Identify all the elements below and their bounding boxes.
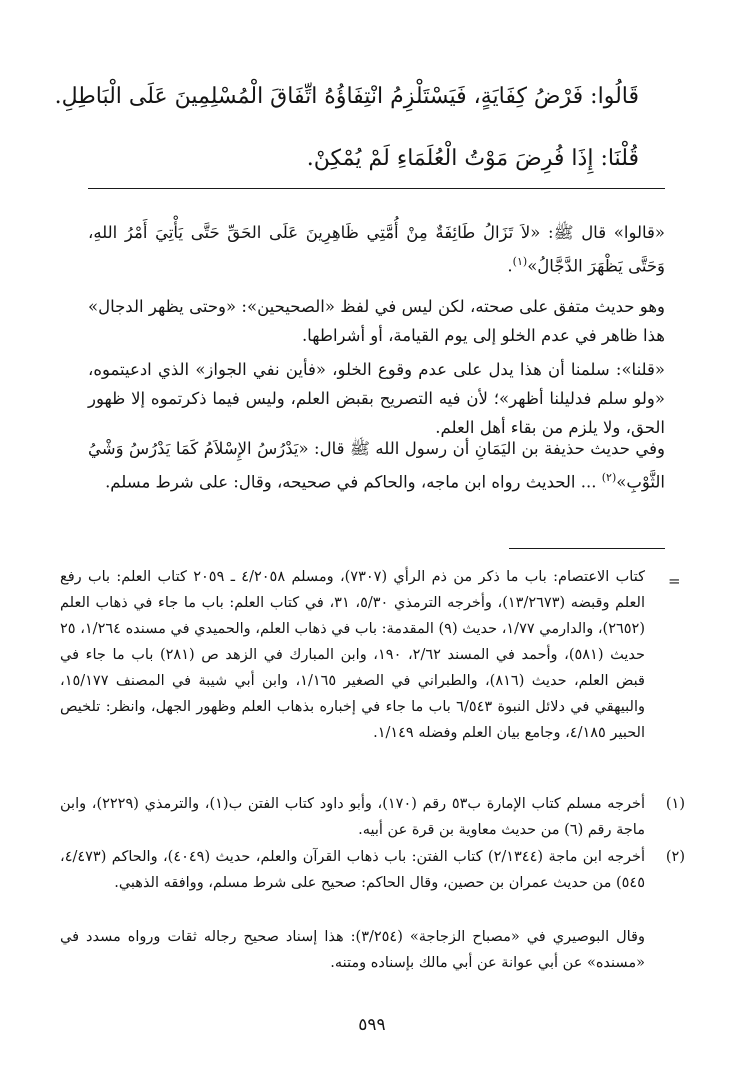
footnote-marker-1: (١) [512,255,528,268]
verse-line-1: قَالُوا: فَرْضُ كِفَايَةٍ، فَيَسْتَلْزِمُ انْتِفَاؤُهُ اتِّفَاقَ الْمُسْلِمِينَ عَلَى الْبَاطِلِ. [54,84,639,109]
footnote-2-continuation: وقال البوصيري في «مصباح الزجاجة» (٣/٢٥٤): هذا إسناد صحيح رجاله ثقات ورواه مسدد في «مسنده» عن أبي عوانة عن أبي مالك بإسناده ومتنه. [60,929,645,971]
paragraph-agreement: وهو حديث متفق على صحته، لكن ليس في لفظ «الصحيحين»: «وحتى يظهر الدجال» هذا ظاهر في عدم الخلو إلى يوم القيامة، أو أشراطها. [88,297,665,345]
verse-line-2: قُلْنَا: إِذَا فُرِضَ مَوْتُ الْعُلَمَاءِ لَمْ يُمْكِنْ. [306,146,639,171]
footnote-separator-rule [509,548,665,549]
footnote-marker-2: (٢) [601,471,617,484]
footnote-1-number: (١) [665,796,685,812]
paragraph-hudhayfa [88,434,665,497]
footnote-2-number: (٢) [665,849,685,865]
footnote-continuation-mark: = [668,572,681,590]
footnote-continuation-text: كتاب الاعتصام: باب ما ذكر من ذم الرأي (٧٣٠٧)، ومسلم ٤/٢٠٥٨ ـ ٢٠٥٩ كتاب العلم: باب رفع العلم وقبضه (١٣/٢٦٧٣)، وأخرجه الترمذي ٥/٣٠، ٣١، في كتاب العلم: باب ما جاء في ذهاب العلم (٢٦٥٢)، والدارمي ١/٧٧، حديث (٩) المقدمة: باب في ذهاب العلم، والحميدي في مسنده ١/٢٦٤، ٢٥ حديث (٥٨١)، وأحمد في المسند ٢/٦٢، ١٩٠، وابن المبارك في الزهد ص (٢٨١) باب ما جاء في قبض العلم، حديث (٨١٦)، والطبراني في الصغير ١/١٦٥، وابن أبي شيبة في المصنف ١٥/١٧٧، والبيهقي في دلائل النبوة ٦/٥٤٣ باب ما جاء في إخباره بذهاب العلم وظهور الجهل، وانظر: تلخيص الحبير ٤/١٨٥، وجامع بيان العلم وفضله ١/١٤٩. [60,569,646,741]
page-number: ٥٩٩ [358,1015,386,1035]
paragraph-hadith-quote: «قالوا» قال ﷺ: «لاَ تَزَالُ طَائِفَةٌ مِنْ أُمَّتِي ظَاهِرِينَ عَلَى الحَقِّ حَتَّى يَأْتِيَ أَمْرُ اللهِ، وَحَتَّى يَظْهَرَ الدَّجَّالُ»$^{(١)}$. [88,223,665,276]
paragraph-response: «قلنا»: سلمنا أن هذا يدل على عدم وقوع الخلو، «فأين نفي الجواز» الذي ادعيتموه، «ولو سلم فدليلنا أظهر»؛ لأن فيه التصريح بقبض العلم، وليس فيما ذكرتموه إلا ظهور الحق، ولا يلزم من بقاء أهل العلم. [88,360,665,437]
verse-separator-rule [88,188,665,189]
paragraph-hadith-quote-text: «قالوا» قال ﷺ: «لاَ تَزَالُ طَائِفَةٌ مِنْ أُمَّتِي ظَاهِرِينَ عَلَى الحَقِّ حَتَّى يَأْتِيَ أَمْرُ اللهِ، وَحَتَّى يَظْهَرَ الدَّجَّالُ» [88,223,665,276]
paragraph-hudhayfa-text: وفي حديث حذيفة بن اليَمَانِ أن رسول الله ﷺ قال: «يَدْرُسُ الإِسْلاَمُ كَمَا يَدْرُسُ وَشْيُ الثَّوْبِ» [88,439,665,492]
footnote-1-text: أخرجه مسلم كتاب الإمارة ب٥٣ رقم (١٧٠)، وأبو داود كتاب الفتن ب(١)، والترمذي (٢٢٢٩)، وابن ماجة رقم (٦) من حديث معاوية بن قرة عن أبيه. [60,796,645,838]
footnote-2-text: أخرجه ابن ماجة (٢/١٣٤٤) كتاب الفتن: باب ذهاب القرآن والعلم، حديث (٤٠٤٩)، والحاكم (٤/٤٧٣، ٥٤٥) من حديث عمران بن حصين، وقال الحاكم: صحيح على شرط مسلم، ووافقه الذهبي. [60,849,645,891]
paragraph-hudhayfa-tail: ... الحديث رواه ابن ماجه، والحاكم في صحيحه، وقال: على شرط مسلم. [105,472,597,492]
